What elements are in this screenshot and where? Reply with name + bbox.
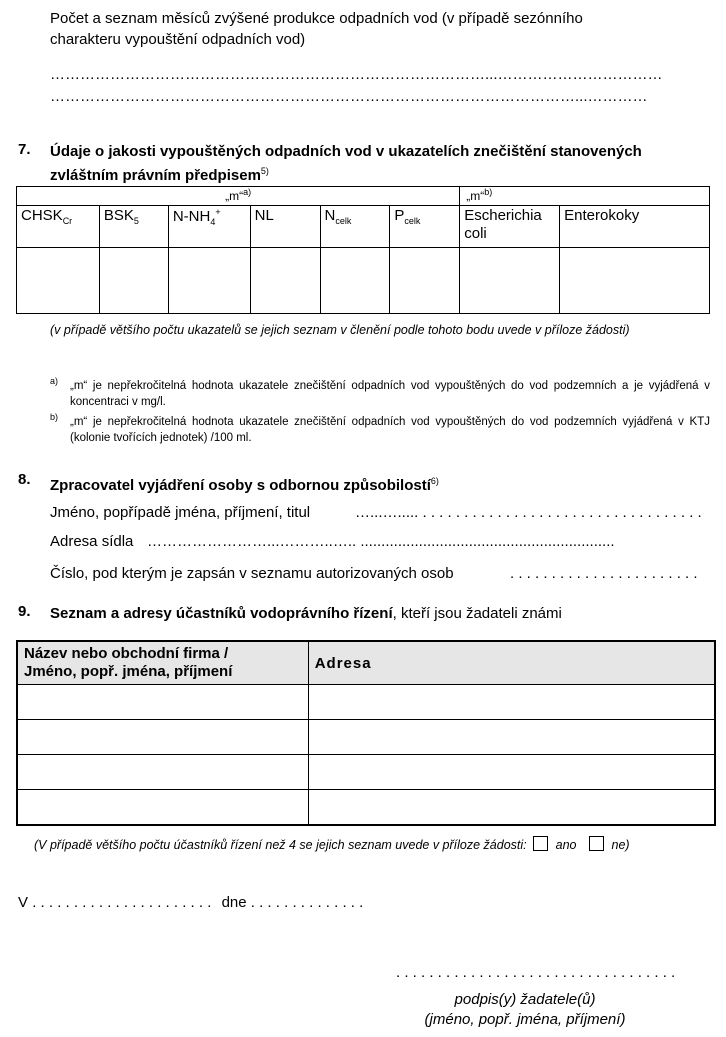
quality-table-value-row xyxy=(17,248,710,314)
intro-dots-2: ……………………………………………………………………………………………...………… xyxy=(50,88,648,105)
signature-label: podpis(y) žadatele(ů) xyxy=(454,991,596,1008)
value-cell[interactable] xyxy=(17,248,100,314)
col-chsk: $CHSK_{Cr}$ xyxy=(17,206,100,248)
participant-name-cell[interactable] xyxy=(17,755,308,790)
col-pcelk: $P_{celk}$ xyxy=(390,206,460,248)
value-cell[interactable] xyxy=(460,248,560,314)
participant-row xyxy=(17,685,715,720)
value-cell[interactable] xyxy=(250,248,320,314)
value-cell[interactable] xyxy=(560,248,710,314)
name-label: Jméno, popřípadě jména, příjmení, titul xyxy=(50,504,311,521)
address-label: Adresa sídla xyxy=(50,533,134,550)
col-nl: NL xyxy=(250,206,320,248)
col-ecoli: Escherichia coli xyxy=(460,206,560,248)
participant-row xyxy=(17,720,715,755)
section-7-title-1: Údaje o jakosti vypouštěných odpadních vod v ukazatelích znečištění stanovených xyxy=(50,143,642,160)
participant-address-cell[interactable] xyxy=(308,685,715,720)
group-m-b: „m“$^{b)}$ xyxy=(460,187,710,206)
checkbox-yes[interactable] xyxy=(533,836,548,851)
option-no-label: ne) xyxy=(611,838,630,852)
registry-field[interactable]: . . . . . . . . . . . . . . . . . . . . . . . xyxy=(510,565,698,582)
date-label: dne xyxy=(221,894,247,911)
footnote-a-mark: a) xyxy=(50,376,59,386)
section-9-title: Seznam a adresy účastníků vodoprávního řízení, kteří jsou žadateli známi xyxy=(50,605,562,622)
participant-address-cell[interactable] xyxy=(308,720,715,755)
col-enterokoky: Enterokoky xyxy=(560,206,710,248)
participants-header-row xyxy=(17,641,715,685)
place-label: V xyxy=(18,894,29,911)
value-cell[interactable] xyxy=(168,248,250,314)
name-field[interactable]: …...…..... . . . . . . . . . . . . . . . . . . . . . . . . . . . . . . . . . . xyxy=(355,504,702,521)
group-m-a: „m“$^{a)}$ xyxy=(17,187,460,206)
signature-sublabel: (jméno, popř. jména, příjmení) xyxy=(424,1011,626,1028)
participant-row xyxy=(17,790,715,825)
participant-name-cell[interactable] xyxy=(17,685,308,720)
checkbox-no[interactable] xyxy=(589,836,604,851)
col-bsk: $BSK_5$ xyxy=(99,206,168,248)
section-7-title-2: zvláštním právním předpisem$^{5)}$ xyxy=(50,166,269,184)
participant-name-cell[interactable] xyxy=(17,790,308,825)
quality-table-group-row xyxy=(17,187,710,206)
col-nnh4: $N-NH_4^+$ xyxy=(168,206,250,248)
section-7-note: (v případě většího počtu ukazatelů se jejich seznam v členění podle tohoto bodu uvede v příloze žádosti) xyxy=(50,323,630,337)
participant-address-cell[interactable] xyxy=(308,790,715,825)
participant-name-cell[interactable] xyxy=(17,720,308,755)
footnote-a: „m“ je nepřekročitelná hodnota ukazatele znečištění odpadních vod vypouštěných do vod podzemních a je vyjádřená v koncentraci v mg/l. xyxy=(70,380,710,408)
address-field[interactable]: ……………………...………..….. ............................................................. xyxy=(147,533,615,550)
col-address-header: Adresa xyxy=(308,641,715,685)
participant-address-cell[interactable] xyxy=(308,755,715,790)
place-date-line xyxy=(18,892,363,913)
quality-table-header-row xyxy=(17,206,710,248)
participants-table xyxy=(16,640,716,826)
section-8-number: 8. xyxy=(18,471,31,488)
place-field[interactable]: . . . . . . . . . . . . . . . . . . . . . . xyxy=(32,894,212,911)
participant-row xyxy=(17,755,715,790)
footnote-b-mark: b) xyxy=(50,412,59,422)
intro-line-2: charakteru vypouštění odpadních vod) xyxy=(50,31,306,48)
value-cell[interactable] xyxy=(390,248,460,314)
section-8-title: Zpracovatel vyjádření osoby s odbornou způsobilostí$^{6)}$ xyxy=(50,476,439,494)
value-cell[interactable] xyxy=(320,248,390,314)
value-cell[interactable] xyxy=(99,248,168,314)
section-9-note: (V případě většího počtu účastníků řízení než 4 se jejich seznam uvede v příloze žádosti: ano ne) xyxy=(34,838,630,852)
section-9-number: 9. xyxy=(18,603,31,620)
registry-label: Číslo, pod kterým je zapsán v seznamu autorizovaných osob xyxy=(50,565,454,582)
footnote-b: „m“ je nepřekročitelná hodnota ukazatele znečištění odpadních vod vypouštěných do vod podzemních vyjádřená v KTJ (kolonie tvořících jednotek) /100 ml. xyxy=(70,416,710,444)
signature-field[interactable]: . . . . . . . . . . . . . . . . . . . . . . . . . . . . . . . . . . xyxy=(396,964,676,981)
date-field[interactable]: . . . . . . . . . . . . . . xyxy=(250,894,364,911)
quality-table xyxy=(16,186,710,314)
col-name-header: Název nebo obchodní firma / Jméno, popř. jména, příjmení xyxy=(17,641,308,685)
option-yes-label: ano xyxy=(555,838,577,852)
col-ncelk: $N_{celk}$ xyxy=(320,206,390,248)
section-7-number: 7. xyxy=(18,141,31,158)
intro-dots-1: ……………………………………………………………………………...…………………………… xyxy=(50,66,663,83)
intro-line-1: Počet a seznam měsíců zvýšené produkce odpadních vod (v případě sezónního xyxy=(50,10,583,27)
